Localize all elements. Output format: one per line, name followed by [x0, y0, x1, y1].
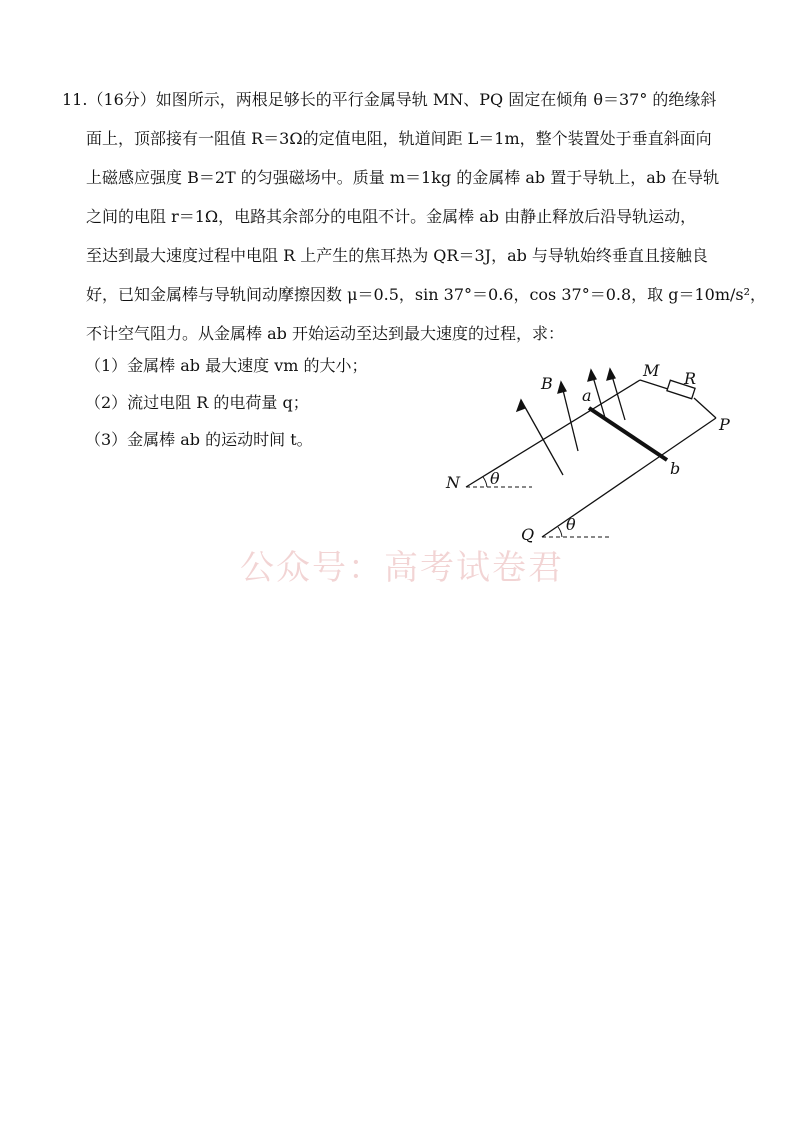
- angle-arc-q: [558, 527, 562, 537]
- label-m: M: [643, 361, 660, 380]
- question-3: （3）金属棒 ab 的运动时间 t。: [85, 430, 313, 449]
- angle-arc-n: [483, 477, 487, 487]
- label-a: a: [582, 386, 592, 405]
- label-r: R: [684, 369, 697, 388]
- problem-line: 好，已知金属棒与导轨间动摩擦因数 μ＝0.5，sin 37°＝0.6，cos 37°＝0.8，取 g＝10m/s²，: [86, 285, 767, 304]
- metal-bar-ab: [589, 408, 667, 460]
- top-wire: [640, 380, 668, 389]
- top-wire: [694, 398, 716, 418]
- question-1: （1）金属棒 ab 最大速度 vm 的大小；: [85, 356, 368, 375]
- label-b-field: B: [541, 374, 553, 393]
- label-b: b: [670, 459, 681, 478]
- problem-line: 11.（16分）如图所示，两根足够长的平行金属导轨 MN、PQ 固定在倾角 θ＝37° 的绝缘斜: [62, 90, 717, 109]
- label-p: P: [719, 415, 730, 434]
- problem-line: 之间的电阻 r＝1Ω，电路其余部分的电阻不计。金属棒 ab 由静止释放后沿导轨运动，: [86, 207, 697, 226]
- problem-line: 不计空气阻力。从金属棒 ab 开始运动至达到最大速度的过程，求：: [86, 324, 564, 343]
- problem-line: 至达到最大速度过程中电阻 R 上产生的焦耳热为 QR＝3J，ab 与导轨始终垂直且接触良: [86, 246, 708, 265]
- label-n: N: [446, 473, 460, 492]
- question-2: （2）流过电阻 R 的电荷量 q；: [85, 393, 309, 412]
- label-theta-n: θ: [490, 469, 500, 488]
- watermark: 公众号：高考试卷君: [240, 548, 564, 588]
- label-q: Q: [521, 525, 535, 544]
- problem-line: 面上，顶部接有一阻值 R＝3Ω的定值电阻，轨道间距 L＝1m，整个装置处于垂直斜面向: [86, 129, 712, 148]
- label-theta-q: θ: [566, 515, 576, 534]
- problem-line: 上磁感应强度 B＝2T 的匀强磁场中。质量 m＝1kg 的金属棒 ab 置于导轨上，ab 在导轨: [86, 168, 720, 187]
